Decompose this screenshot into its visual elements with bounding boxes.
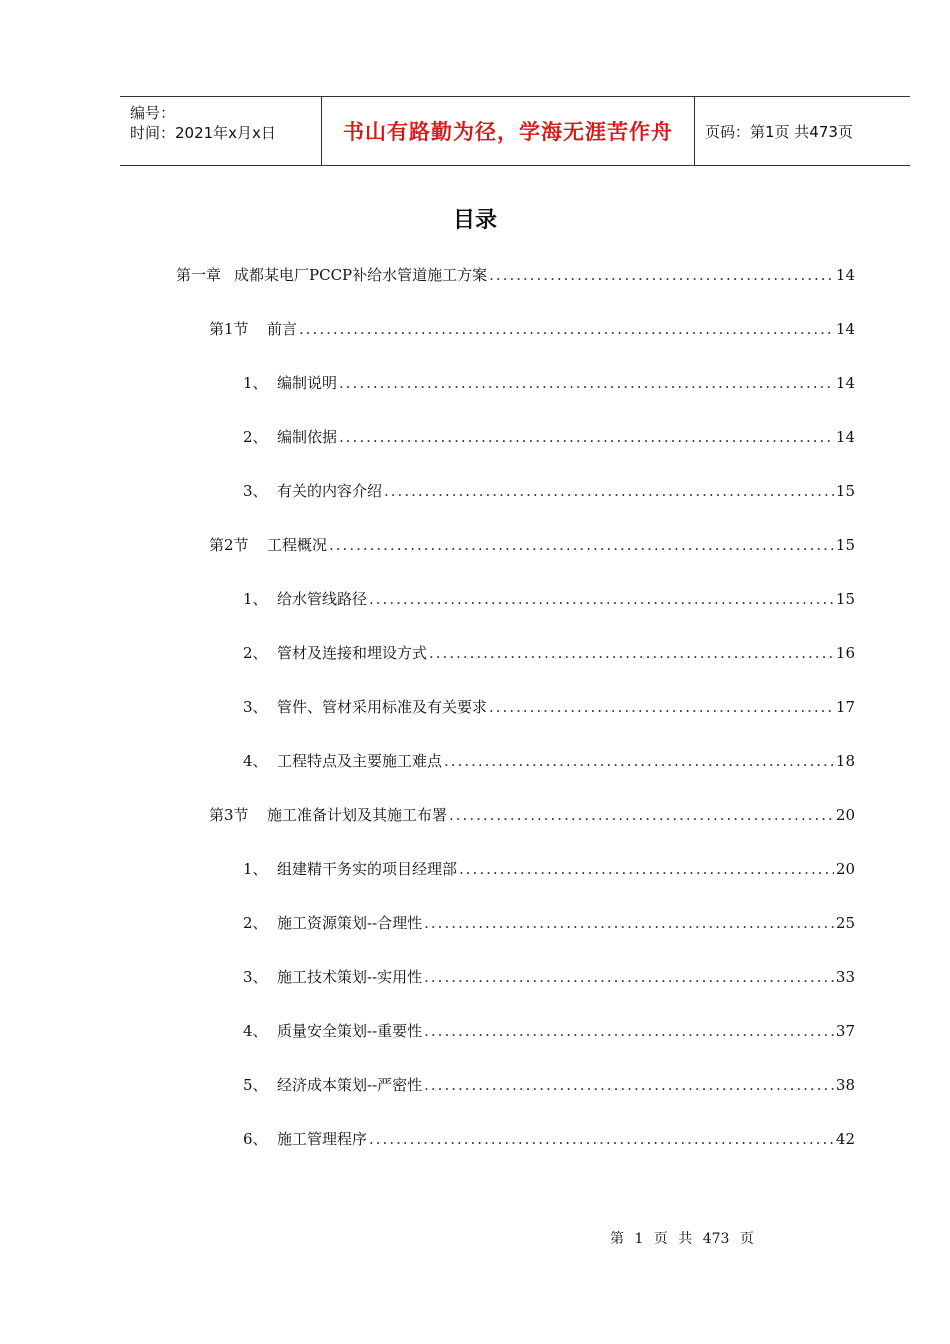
toc-leader-dots: [424, 1076, 834, 1094]
toc-entry[interactable]: [243, 1074, 855, 1098]
toc-leader-dots: [489, 266, 834, 284]
toc-entry-title: 前言: [267, 320, 298, 338]
toc-entry-number: 2、: [243, 914, 268, 932]
header-page-info: [695, 97, 910, 165]
toc-leader-dots: [299, 320, 834, 338]
toc-entry-page: 38: [835, 1076, 855, 1094]
toc-entry-number: 第一章: [176, 266, 222, 284]
toc-leader-dots: [424, 914, 834, 932]
toc-leader-dots: [489, 698, 834, 716]
time-label: 时间：2021年x月x日: [130, 124, 276, 142]
toc-entry-title: 施工准备计划及其施工布署: [267, 806, 448, 824]
toc-entry-number: 第1节: [209, 320, 249, 338]
toc-entry-page: 14: [835, 428, 855, 446]
toc-entry-page: 33: [835, 968, 855, 986]
toc-leader-dots: [329, 536, 834, 554]
toc-entry-page: 15: [835, 482, 855, 500]
toc-entry-number: 2、: [243, 428, 268, 446]
toc-leader-dots: [369, 590, 834, 608]
toc-entry-title: 成都某电厂PCCP补给水管道施工方案: [234, 266, 488, 284]
toc-entry-number: 1、: [243, 860, 268, 878]
toc-entry-page: 15: [835, 590, 855, 608]
toc-entry[interactable]: [243, 858, 855, 882]
toc-entry-page: 18: [835, 752, 855, 770]
toc-entry[interactable]: [243, 642, 855, 666]
toc-entry-page: 15: [835, 536, 855, 554]
toc-entry-number: 3、: [243, 968, 268, 986]
toc-entry-title: 管材及连接和埋设方式: [277, 644, 428, 662]
header-meta: [120, 97, 322, 165]
toc-entry[interactable]: [243, 372, 855, 396]
toc-entry-title: 经济成本策划--严密性: [277, 1076, 423, 1094]
toc-entry-title: 组建精干务实的项目经理部: [277, 860, 458, 878]
toc-entry-page: 37: [835, 1022, 855, 1040]
toc-entry-number: 第2节: [209, 536, 249, 554]
toc-leader-dots: [339, 374, 834, 392]
toc-entry-number: 4、: [243, 752, 268, 770]
toc-entry-page: 25: [835, 914, 855, 932]
toc-entry[interactable]: [243, 912, 855, 936]
toc-entry-number: 5、: [243, 1076, 268, 1094]
toc-entry-number: 2、: [243, 644, 268, 662]
toc-entry-page: 42: [835, 1130, 855, 1148]
toc-entry[interactable]: [209, 534, 855, 558]
toc-entry-title: 有关的内容介绍: [277, 482, 383, 500]
header-motto-cell: [321, 97, 695, 165]
toc-entry-title: 管件、管材采用标准及有关要求: [277, 698, 488, 716]
toc-entry-page: 14: [835, 320, 855, 338]
toc-entry-page: 17: [835, 698, 855, 716]
toc-leader-dots: [369, 1130, 834, 1148]
toc-entry-title: 质量安全策划--重要性: [277, 1022, 423, 1040]
toc-entry-number: 6、: [243, 1130, 268, 1148]
toc-entry-title: 施工管理程序: [277, 1130, 368, 1148]
toc-entry-title: 工程概况: [267, 536, 328, 554]
toc-leader-dots: [339, 428, 834, 446]
toc-entry-title: 施工资源策划--合理性: [277, 914, 423, 932]
toc-entry-number: 1、: [243, 374, 268, 392]
toc-entry[interactable]: [243, 1020, 855, 1044]
toc-entry-page: 16: [835, 644, 855, 662]
motto-text: 书山有路勤为径，学海无涯苦作舟: [343, 120, 673, 144]
toc-entry[interactable]: [209, 804, 855, 828]
toc-title: 目录: [452, 208, 497, 233]
toc-leader-dots: [429, 644, 834, 662]
toc-entry[interactable]: [176, 264, 855, 288]
toc-entry[interactable]: [243, 966, 855, 990]
toc-leader-dots: [444, 752, 834, 770]
toc-leader-dots: [384, 482, 834, 500]
toc-entry-page: 20: [835, 860, 855, 878]
toc-entry-number: 3、: [243, 698, 268, 716]
toc-entry-number: 第3节: [209, 806, 249, 824]
toc-entry[interactable]: [243, 426, 855, 450]
page-info-text: 页码：第1页 共473页: [705, 122, 853, 141]
toc-entry[interactable]: [209, 318, 855, 342]
page-footer: 第 1 页 共 473 页: [610, 1231, 754, 1247]
toc-leader-dots: [459, 860, 834, 878]
toc-entry[interactable]: [243, 750, 855, 774]
toc-entry[interactable]: [243, 588, 855, 612]
toc-entry-title: 给水管线路径: [277, 590, 368, 608]
toc-entry-number: 4、: [243, 1022, 268, 1040]
toc-entry-title: 编制依据: [277, 428, 338, 446]
toc-entry[interactable]: [243, 1128, 855, 1152]
toc-entry-page: 14: [835, 374, 855, 392]
toc-entry[interactable]: [243, 696, 855, 720]
toc-entry[interactable]: [243, 480, 855, 504]
toc-leader-dots: [424, 968, 834, 986]
toc-entry-title: 施工技术策划--实用性: [277, 968, 423, 986]
toc-entry-title: 编制说明: [277, 374, 338, 392]
toc-entry-page: 20: [835, 806, 855, 824]
toc-leader-dots: [449, 806, 834, 824]
serial-label: 编号：: [130, 104, 176, 122]
toc-entry-page: 14: [835, 266, 855, 284]
toc-entry-number: 1、: [243, 590, 268, 608]
page-header: [120, 96, 910, 166]
toc-leader-dots: [424, 1022, 834, 1040]
toc-entry-title: 工程特点及主要施工难点: [277, 752, 443, 770]
toc-entry-number: 3、: [243, 482, 268, 500]
